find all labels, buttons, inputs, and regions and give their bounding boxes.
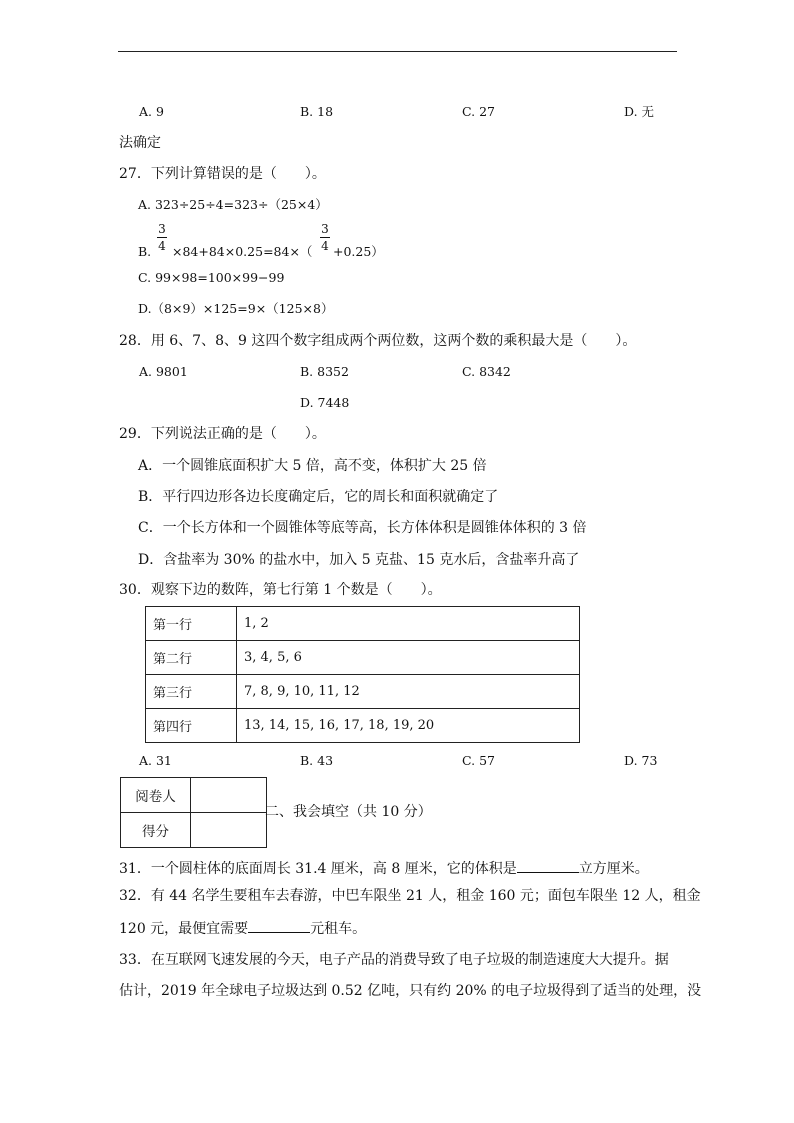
table-row [121, 778, 267, 813]
score-box [120, 777, 267, 848]
row-values: 1, 2 [237, 607, 580, 641]
q26-option-d-continued: 法确定 [119, 135, 161, 151]
table-row [121, 813, 267, 848]
q32-line1: 32．有 44 名学生要租车去春游，中巴车限坐 21 人，租金 160 元；面包车限坐 12 人，租金 [119, 888, 701, 904]
row-values: 7, 8, 9, 10, 11, 12 [237, 675, 580, 709]
score-label: 得分 [121, 813, 191, 848]
q33-line2: 估计，2019 年全球电子垃圾达到 0.52 亿吨，只有约 20% 的电子垃圾得到了适当的处理，没 [119, 983, 702, 999]
q27-option-c: C. 99×98=100×99−99 [138, 270, 285, 285]
q27-option-b-part2: +0.25） [333, 244, 384, 259]
q29-stem: 29．下列说法正确的是（ ）。 [119, 426, 326, 442]
q26-option-c: C. 27 [462, 104, 495, 119]
q26-option-b: B. 18 [300, 104, 334, 119]
fraction-bar [320, 237, 330, 238]
q26-option-d: D. 无 [624, 104, 655, 119]
q26-option-a: A. 9 [139, 104, 164, 119]
q29-option-c: C．一个长方体和一个圆锥体等底等高，长方体体积是圆锥体体积的 3 倍 [138, 520, 587, 536]
q33-line1: 33．在互联网飞速发展的今天，电子产品的消费导致了电子垃圾的制造速度大大提升。据 [119, 952, 669, 968]
fraction-numerator: 3 [321, 222, 329, 236]
q27-option-b-part1: ×84+84×0.25=84×（ [172, 244, 313, 259]
row-values: 3, 4, 5, 6 [237, 641, 580, 675]
q31-text: 31．一个圆柱体的底面周长 31.4 厘米，高 8 厘米，它的体积是 [119, 861, 517, 877]
q30-option-b: B. 43 [300, 753, 334, 768]
q29-option-a: A．一个圆锥底面积扩大 5 倍，高不变，体积扩大 25 倍 [138, 458, 487, 474]
q31-suffix: 立方厘米。 [578, 861, 649, 877]
q27-option-b-label: B. [138, 244, 152, 259]
table-row [146, 607, 580, 641]
q32-suffix: 元租车。 [310, 921, 367, 937]
q31-answer-blank[interactable] [517, 857, 579, 873]
header-rule [118, 51, 677, 52]
q28-option-d: D. 7448 [300, 395, 350, 410]
section-title: 二、我会填空（共 10 分） [265, 804, 432, 820]
score-field[interactable] [191, 813, 267, 848]
q27-option-d: D.（8×9）×125=9×（125×8） [138, 301, 334, 316]
q29-option-b: B．平行四边形各边长度确定后，它的周长和面积就确定了 [138, 489, 499, 505]
row-label: 第三行 [146, 675, 237, 709]
table-row [146, 641, 580, 675]
q28-option-a: A. 9801 [139, 364, 188, 379]
q27-option-a: A. 323÷25÷4=323÷（25×4） [138, 197, 328, 212]
q28-option-c: C. 8342 [462, 364, 511, 379]
q29-option-d: D．含盐率为 30% 的盐水中，加入 5 克盐、15 克水后，含盐率升高了 [138, 552, 580, 568]
row-label: 第二行 [146, 641, 237, 675]
q30-option-c: C. 57 [462, 753, 495, 768]
fraction-numerator: 3 [158, 222, 166, 236]
fraction-denominator: 4 [321, 239, 329, 253]
q27-fraction-1 [157, 222, 167, 253]
table-row [146, 709, 580, 743]
q27-stem: 27．下列计算错误的是（ ）。 [119, 166, 326, 182]
q28-stem: 28．用 6、7、8、9 这四个数字组成两个两位数，这两个数的乘积最大是（ ）。 [119, 333, 637, 349]
q31 [119, 857, 649, 879]
row-label: 第一行 [146, 607, 237, 641]
q32-line2 [119, 917, 366, 939]
reviewer-field[interactable] [191, 778, 267, 813]
q30-option-d: D. 73 [624, 753, 658, 768]
reviewer-label: 阅卷人 [121, 778, 191, 813]
fraction-denominator: 4 [158, 239, 166, 253]
number-array-table [145, 606, 580, 743]
q27-fraction-2 [320, 222, 330, 253]
row-values: 13, 14, 15, 16, 17, 18, 19, 20 [237, 709, 580, 743]
q32-text: 120 元，最便宜需要 [119, 921, 249, 937]
q32-answer-blank[interactable] [248, 917, 310, 933]
row-label: 第四行 [146, 709, 237, 743]
table-row [146, 675, 580, 709]
q30-stem: 30．观察下边的数阵，第七行第 1 个数是（ ）。 [119, 582, 442, 598]
fraction-bar [157, 237, 167, 238]
q28-option-b: B. 8352 [300, 364, 349, 379]
q30-option-a: A. 31 [139, 753, 172, 768]
